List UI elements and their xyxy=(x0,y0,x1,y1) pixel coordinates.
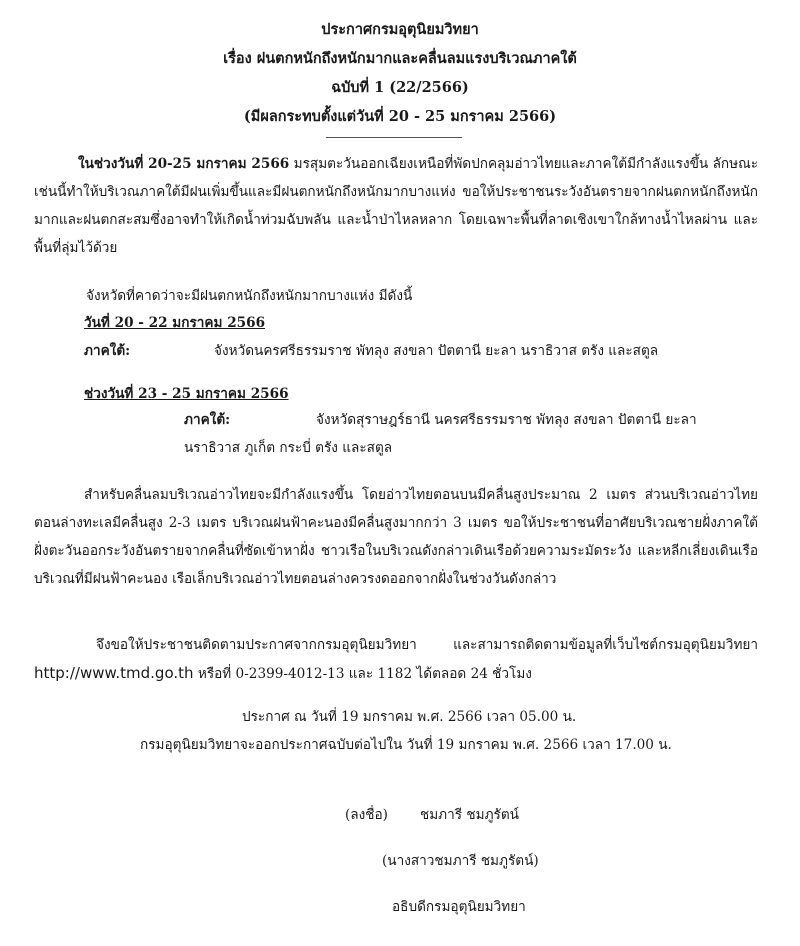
period1-province-list: จังหวัดนครศรีธรรมราช พัทลุง สงขลา ปัตตานี ยะลา นราธิวาส ตรัง และสตูล xyxy=(214,343,659,359)
header-divider xyxy=(326,137,462,138)
period2-date: ช่วงวันที่ 23 - 25 มกราคม 2566 xyxy=(84,386,289,402)
provinces-heading: จังหวัดที่คาดว่าจะมีฝนตกหนักถึงหนักมากบางแห่ง มีดังนี้ xyxy=(86,288,413,304)
signatory-position: อธิบดีกรมอุตุนิยมวิทยา xyxy=(392,899,526,915)
next-issue-note: กรมอุตุนิยมวิทยาจะออกประกาศฉบับต่อไปใน วันที่ 19 มกราคม พ.ศ. 2566 เวลา 17.00 น. xyxy=(140,737,672,753)
period1-region: ภาคใต้: xyxy=(84,343,131,359)
signed-name: ชมภารี ชมภูรัตน์ xyxy=(420,807,519,823)
period2-region: ภาคใต้: xyxy=(184,412,231,428)
period2-province-list: จังหวัดสุราษฎร์ธานี นครศรีธรรมราช พัทลุง สงขลา ปัตตานี ยะลา xyxy=(316,412,697,428)
period2-province-list-cont: นราธิวาส ภูเก็ต กระบี่ ตรัง และสตูล xyxy=(184,440,393,456)
intro-lead: ในช่วงวันที่ 20-25 มกราคม 2566 xyxy=(78,156,290,172)
intro-paragraph xyxy=(34,150,758,262)
website-link[interactable]: http://www.tmd.go.th xyxy=(34,664,194,682)
follow-contact: หรือที่ 0-2399-4012-13 และ 1182 ได้ตลอด 24 ชั่วโมง xyxy=(193,666,532,682)
issued-date: ประกาศ ณ วันที่ 19 มกราคม พ.ศ. 2566 เวลา 05.00 น. xyxy=(242,709,577,725)
signatory-full-name: (นางสาวชมภารี ชมภูรัตน์) xyxy=(382,853,539,869)
header-issue-number: ฉบับที่ 1 (22/2566) xyxy=(331,79,469,96)
waves-paragraph: สำหรับคลื่นลมบริเวณอ่าวไทยจะมีกำลังแรงขึ้น โดยอ่าวไทยตอนบนมีคลื่นสูงประมาณ 2 เมตร ส่วนบริเวณอ่าวไทยตอนล่างทะเลมีคลื่นสูง 2-3 เมตร บริเวณฝนฟ้าคะนองมีคลื่นสูงมากกว่า 3 เมตร ขอให้ประชาชนที่อาศัยบริเวณชายฝั่งภาคใต้ฝั่งตะวันออกระวังอันตรายจากคลื่นที่ซัดเข้าหาฝั่ง ชาวเรือในบริเวณดังกล่าวเดินเรือด้วยความระมัดระวัง และหลีกเลี่ยงเดินเรือบริเวณที่มีฝนฟ้าคะนอง เรือเล็กบริเวณอ่าวไทยตอนล่างควรงดออกจากฝั่งในช่วงวันดังกล่าว xyxy=(34,487,758,587)
follow-text: จึงขอให้ประชาชนติดตามประกาศจากกรมอุตุนิยมวิทยา และสามารถติดตามข้อมูลที่เว็บไซต์กรมอุตุนิยมวิทยา xyxy=(96,637,758,653)
header-effective-dates: (มีผลกระทบตั้งแต่วันที่ 20 - 25 มกราคม 2566) xyxy=(243,108,557,125)
header-subject: เรื่อง ฝนตกหนักถึงหนักมากและคลื่นลมแรงบริเวณภาคใต้ xyxy=(223,50,577,67)
period1-date: วันที่ 20 - 22 มกราคม 2566 xyxy=(84,315,266,331)
signed-label: (ลงชื่อ) xyxy=(345,807,388,823)
follow-paragraph xyxy=(34,631,758,688)
intro-text: มรสุมตะวันออกเฉียงเหนือที่พัดปกคลุมอ่าวไทยและภาคใต้มีกำลังแรงขึ้น ลักษณะเช่นนี้ทำให้บริเวณภาคใต้มีฝนเพิ่มขึ้นและมีฝนตกหนักถึงหนักมากบางแห่ง ขอให้ประชาชนระวังอันตรายจากฝนตกหนักถึงหนักมากและฝนตกสะสมซึ่งอาจทำให้เกิดน้ำท่วมฉับพลัน และน้ำป่าไหลหลาก โดยเฉพาะพื้นที่ลาดเชิงเขาใกล้ทางน้ำไหลผ่าน และพื้นที่ลุ่มไว้ด้วย xyxy=(34,156,758,256)
header-agency: ประกาศกรมอุตุนิยมวิทยา xyxy=(321,21,479,38)
